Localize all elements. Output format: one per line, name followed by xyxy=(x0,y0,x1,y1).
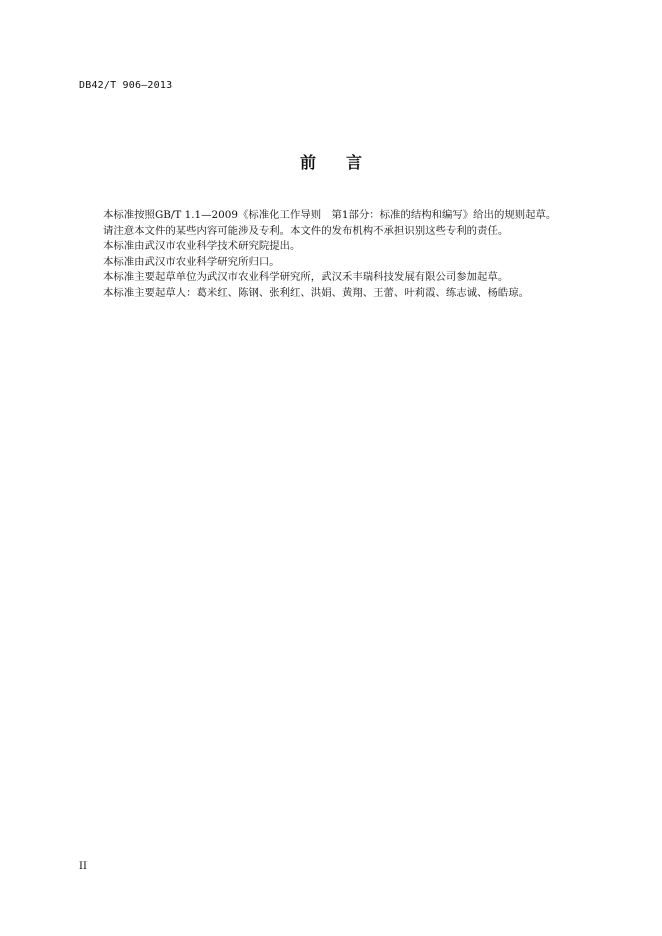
paragraph-drafters: 本标准主要起草人：葛米红、陈钢、张利红、洪娟、黄翔、王蕾、叶莉霞、练志诚、杨皓琼。 xyxy=(103,286,530,299)
page-title xyxy=(0,150,662,173)
foreword-body xyxy=(92,208,607,301)
paragraph-patent-notice: 请注意本文件的某些内容可能涉及专利。本文件的发布机构不承担识别这些专利的责任。 xyxy=(103,224,509,237)
page-number: II xyxy=(79,861,87,872)
title-char-2: 言 xyxy=(346,153,363,172)
paragraph-centralized-by: 本标准由武汉市农业科学研究所归口。 xyxy=(103,255,280,268)
paragraph-drafting-rules: 本标准按照GB/T 1.1—2009《标准化工作导则 第1部分：标准的结构和编写》给出的规则起草。 xyxy=(103,209,557,221)
standard-code: DB42/T 906—2013 xyxy=(79,80,173,91)
paragraph-proposed-by: 本标准由武汉市农业科学技术研究院提出。 xyxy=(103,240,301,252)
paragraph-drafting-units: 本标准主要起草单位为武汉市农业科学研究所，武汉禾丰瑞科技发展有限公司参加起草。 xyxy=(103,271,509,283)
title-char-1: 前 xyxy=(299,153,316,172)
